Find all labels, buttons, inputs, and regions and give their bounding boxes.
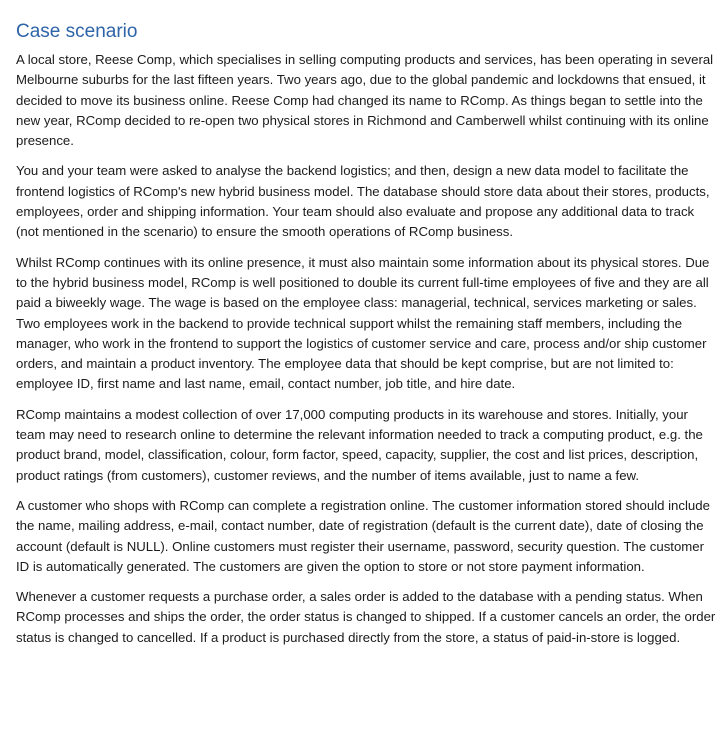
paragraph-employees: Whilst RComp continues with its online presence, it must also maintain some information about its physical stores. Due to the hybrid business model, RComp is well positioned to double its current full-time employees of five and they are all paid a biweekly wage. The wage is based on the employee class: managerial, technical, services marketing or sales. Two employees work in the backend to provide technical support whilst the remaining staff members, including the manager, who work in the frontend to support the logistics of customer service and care, process and/or ship customer orders, and maintain a product inventory. The employee data that should be kept comprise, but are not limited to: employee ID, first name and last name, email, contact number, job title, and hire date. xyxy=(16,254,710,392)
section-heading: Case scenario xyxy=(16,21,138,42)
paragraph-products: RComp maintains a modest collection of over 17,000 computing products in its warehouse and stores. Initially, your team may need to research online to determine the relevant information needed to track a computing product, e.g. the product brand, model, classification, colour, form factor, speed, capacity, supplier, the cost and list prices, description, product ratings (from customers), customer reviews, and the number of items available, just to name a few. xyxy=(16,406,703,483)
paragraph-orders: Whenever a customer requests a purchase order, a sales order is added to the database with a pending status. When RComp processes and ships the order, the order status is changed to shipped. If a customer cancels an order, the order status is changed to cancelled. If a product is purchased directly from the store, a status of paid-in-store is logged. xyxy=(16,589,716,645)
paragraph-customers: A customer who shops with RComp can complete a registration online. The customer information stored should include the name, mailing address, e-mail, contact number, date of registration (default is the current date), date of closing the account (default is NULL). Online customers must register their username, password, security question. The customer ID is automatically generated. The customers are given the option to store or not store payment information. xyxy=(16,497,710,574)
paragraph-task: You and your team were asked to analyse the backend logistics; and then, design a new data model to facilitate the frontend logistics of RComp's new hybrid business model. The database should store data about their stores, products, employees, order and shipping information. Your team should also evaluate and propose any additional data to track (not mentioned in the scenario) to ensure the smooth operations of RComp business. xyxy=(16,163,710,240)
paragraph-intro: A local store, Reese Comp, which specialises in selling computing products and services, has been operating in several Melbourne suburbs for the last fifteen years. Two years ago, due to the global pandemic and lockdowns that ensued, it decided to move its business online. Reese Comp had changed its name to RComp. As things began to settle into the new year, RComp decided to re-open two physical stores in Richmond and Camberwell whilst continuing with its online presence. xyxy=(16,52,714,149)
